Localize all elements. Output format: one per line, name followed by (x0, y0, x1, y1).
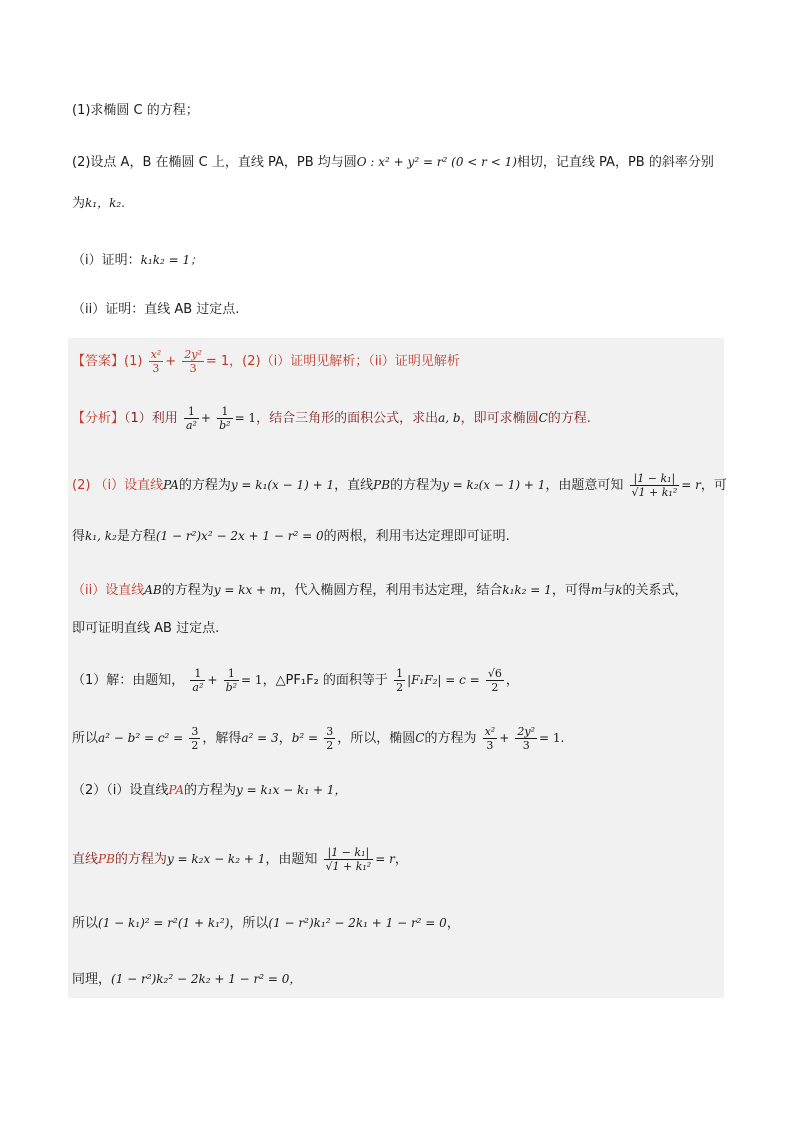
ellipse-frac-y: $\frac{\text{2y²}}{3}$ (517, 725, 536, 752)
answer-frac-y2: $\frac{\text{2y²}}{3}$ (184, 348, 202, 375)
sol-frac-sqrt6: $\frac{√6}{2}$ (487, 667, 502, 694)
solution-3: 直线PB的方程为y = k₂x − k₂ + 1，由题知 $\frac{\text{|1 − k₁|}}{\text{√1 + k₁²}}$ = r， (72, 846, 408, 873)
answer-frac-x2: $\frac{\text{x²}}{3}$ (150, 348, 162, 375)
solution-5: 同理，(1 − r²)k₂² − 2k₂ + 1 − r² = 0， (72, 972, 302, 987)
analysis-line: 【分析】（1）利用 $\frac{1}{\text{a²}}$ + $\frac{1}{\text{b²}}$ = 1，结合三角形的面积公式，求出a, b，即可求椭圆C的方程. (72, 405, 591, 432)
question-2-cont: 为k₁，k₂. (72, 196, 125, 211)
analysis-3b: 即可证明直线 AB 过定点. (72, 621, 220, 636)
solution-1b: 所以a² − b² = c² = $\frac{3}{2}$ ，解得a² = 3，b² = $\frac{3}{2}$ ，所以，椭圆C的方程为 $\frac{\text{x²}}{3}$ + $\frac{\text{2y²}}{3}$ = 1. (72, 725, 565, 752)
frac-3-2b: $\frac{3}{2}$ (326, 725, 334, 752)
solution-4: 所以(1 − k₁)² = r²(1 + k₁²)，所以(1 − r²)k₁² − 2k₁ + 1 − r² = 0， (72, 916, 460, 931)
analysis-frac-b: $\frac{1}{\text{b²}}$ (219, 405, 231, 432)
circle-equation: O : x² + y² = r² (0 < r < 1) (356, 155, 517, 169)
question-2-i: （i）证明：k₁k₂ = 1； (72, 253, 203, 268)
question-2: (2)设点 A，B 在椭圆 C 上，直线 PA，PB 均与圆O : x² + y² = r² (0 < r < 1)相切，记直线 PA，PB 的斜率分别 (72, 155, 714, 170)
sol-frac-a: $\frac{1}{\text{a²}}$ (192, 667, 204, 694)
sol-tangency-frac: $\frac{\text{|1 − k₁|}}{\text{√1 + k₁²}}$ (325, 846, 372, 873)
answer-tag: 【答案】 (72, 354, 125, 369)
ellipse-frac-x: $\frac{\text{x²}}{3}$ (484, 725, 496, 752)
analysis-3: （ii）设直线AB的方程为y = kx + m，代入椭圆方程，利用韦达定理，结合k₁k₂ = 1，可得m与k的关系式， (72, 583, 688, 598)
solution-2: （2）（i）设直线PA的方程为y = k₁x − k₁ + 1， (72, 783, 347, 798)
sol-frac-half: $\frac{1}{2}$ (396, 667, 404, 694)
analysis-frac-a: $\frac{1}{\text{a²}}$ (185, 405, 197, 432)
solution-1: （1）解：由题知， $\frac{1}{\text{a²}}$ + $\frac{1}{\text{b²}}$ = 1，△PF₁F₂ 的面积等于 $\frac{1}{2}$ |F₁F₂| = c = $\frac{√6}{2}$ ， (72, 667, 519, 694)
analysis-tag: 【分析】 (72, 411, 125, 426)
question-2-ii: （ii）证明：直线 AB 过定点. (72, 302, 240, 317)
analysis-2b: 得k₁, k₂是方程(1 − r²)x² − 2x + 1 − r² = 0的两根，利用韦达定理即可证明. (72, 529, 510, 544)
question-1: (1)求椭圆 C 的方程； (72, 103, 199, 118)
answer-line: 【答案】(1) $\frac{\text{x²}}{3}$ + $\frac{\text{2y²}}{3}$ = 1，(2)（i）证明见解析；（ii）证明见解析 (72, 348, 460, 375)
sol-frac-b: $\frac{1}{\text{b²}}$ (225, 667, 238, 694)
tangency-frac: $\frac{\text{|1 − k₁|}}{\text{√1 + k₁²}}$ (631, 472, 678, 499)
analysis-2: (2) （i）设直线PA的方程为y = k₁(x − 1) + 1，直线PB的方程为y = k₂(x − 1) + 1，由题意可知 $\frac{\text{|1 − k₁|}}{\text{√1 + k₁²}}$ = r，可 (72, 472, 727, 499)
frac-3-2: $\frac{3}{2}$ (191, 725, 199, 752)
